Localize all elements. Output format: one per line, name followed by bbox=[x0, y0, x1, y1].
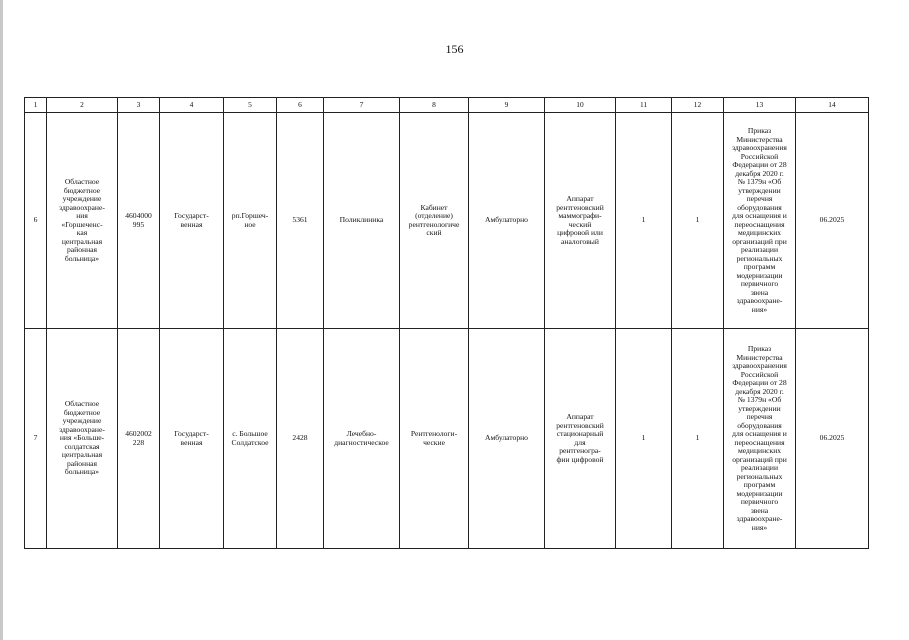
care-form-cell: Амбулаторно bbox=[469, 329, 545, 549]
ownership-cell: Государст- венная bbox=[160, 329, 224, 549]
locality-cell: с. Большое Солдатское bbox=[224, 329, 277, 549]
header-cell: 4 bbox=[160, 98, 224, 113]
table-header-row bbox=[25, 98, 869, 113]
header-cell: 7 bbox=[324, 98, 400, 113]
row-number-cell: 7 bbox=[25, 329, 47, 549]
header-cell: 9 bbox=[469, 98, 545, 113]
header-cell: 2 bbox=[47, 98, 118, 113]
quantity-cell: 1 bbox=[616, 329, 672, 549]
header-cell: 5 bbox=[224, 98, 277, 113]
organization-cell: Областное бюджетное учреждение здравоохране- ния «Больше- солдатская центральная районная больница» bbox=[47, 329, 118, 549]
count-cell: 5361 bbox=[277, 113, 324, 329]
header-cell: 8 bbox=[400, 98, 469, 113]
equipment-cell: Аппарат рентгеновский стационарный для рентгеногра- фии цифровой bbox=[545, 329, 616, 549]
division-cell: Поликлиника bbox=[324, 113, 400, 329]
care-form-cell: Амбулаторно bbox=[469, 113, 545, 329]
equipment-cell: Аппарат рентгеновский маммографи- ческий цифровой или аналоговый bbox=[545, 113, 616, 329]
header-cell: 13 bbox=[724, 98, 796, 113]
header-cell: 10 bbox=[545, 98, 616, 113]
header-cell: 14 bbox=[796, 98, 869, 113]
basis-document-cell: Приказ Министерства здравоохранения Российской Федерации от 28 декабря 2020 г. № 1379н «Об утверждении перечня оборудования для оснащения и переоснащения медицинских организаций при реализации региональных программ модернизации первичного звена здравоохране- ния» bbox=[724, 329, 796, 549]
count-cell: 2428 bbox=[277, 329, 324, 549]
ownership-cell: Государст- венная bbox=[160, 113, 224, 329]
code-cell: 4604000 995 bbox=[118, 113, 160, 329]
organization-cell: Областное бюджетное учреждение здравоохране- ния «Горшеченс- кая центральная районная больница» bbox=[47, 113, 118, 329]
locality-cell: рп.Горшеч- ное bbox=[224, 113, 277, 329]
division-cell: Лечебно- диагностическое bbox=[324, 329, 400, 549]
header-cell: 12 bbox=[672, 98, 724, 113]
table-row bbox=[25, 113, 869, 329]
header-cell: 11 bbox=[616, 98, 672, 113]
header-cell: 1 bbox=[25, 98, 47, 113]
deadline-cell: 06.2025 bbox=[796, 113, 869, 329]
basis-document-cell: Приказ Министерства здравоохранения Российской Федерации от 28 декабря 2020 г. № 1379н «Об утверждении перечня оборудования для оснащения и переоснащения медицинских организаций при реализации региональных программ модернизации первичного звена здравоохране- ния» bbox=[724, 113, 796, 329]
department-cell: Рентгенологи- ческие bbox=[400, 329, 469, 549]
header-cell: 3 bbox=[118, 98, 160, 113]
scan-edge bbox=[0, 0, 3, 640]
department-cell: Кабинет (отделение) рентгенологиче ский bbox=[400, 113, 469, 329]
quantity-cell: 1 bbox=[672, 329, 724, 549]
page-number: 156 bbox=[445, 42, 464, 56]
quantity-cell: 1 bbox=[672, 113, 724, 329]
data-table bbox=[24, 97, 869, 549]
deadline-cell: 06.2025 bbox=[796, 329, 869, 549]
header-cell: 6 bbox=[277, 98, 324, 113]
table-row bbox=[25, 329, 869, 549]
code-cell: 4602002 228 bbox=[118, 329, 160, 549]
quantity-cell: 1 bbox=[616, 113, 672, 329]
row-number-cell: 6 bbox=[25, 113, 47, 329]
